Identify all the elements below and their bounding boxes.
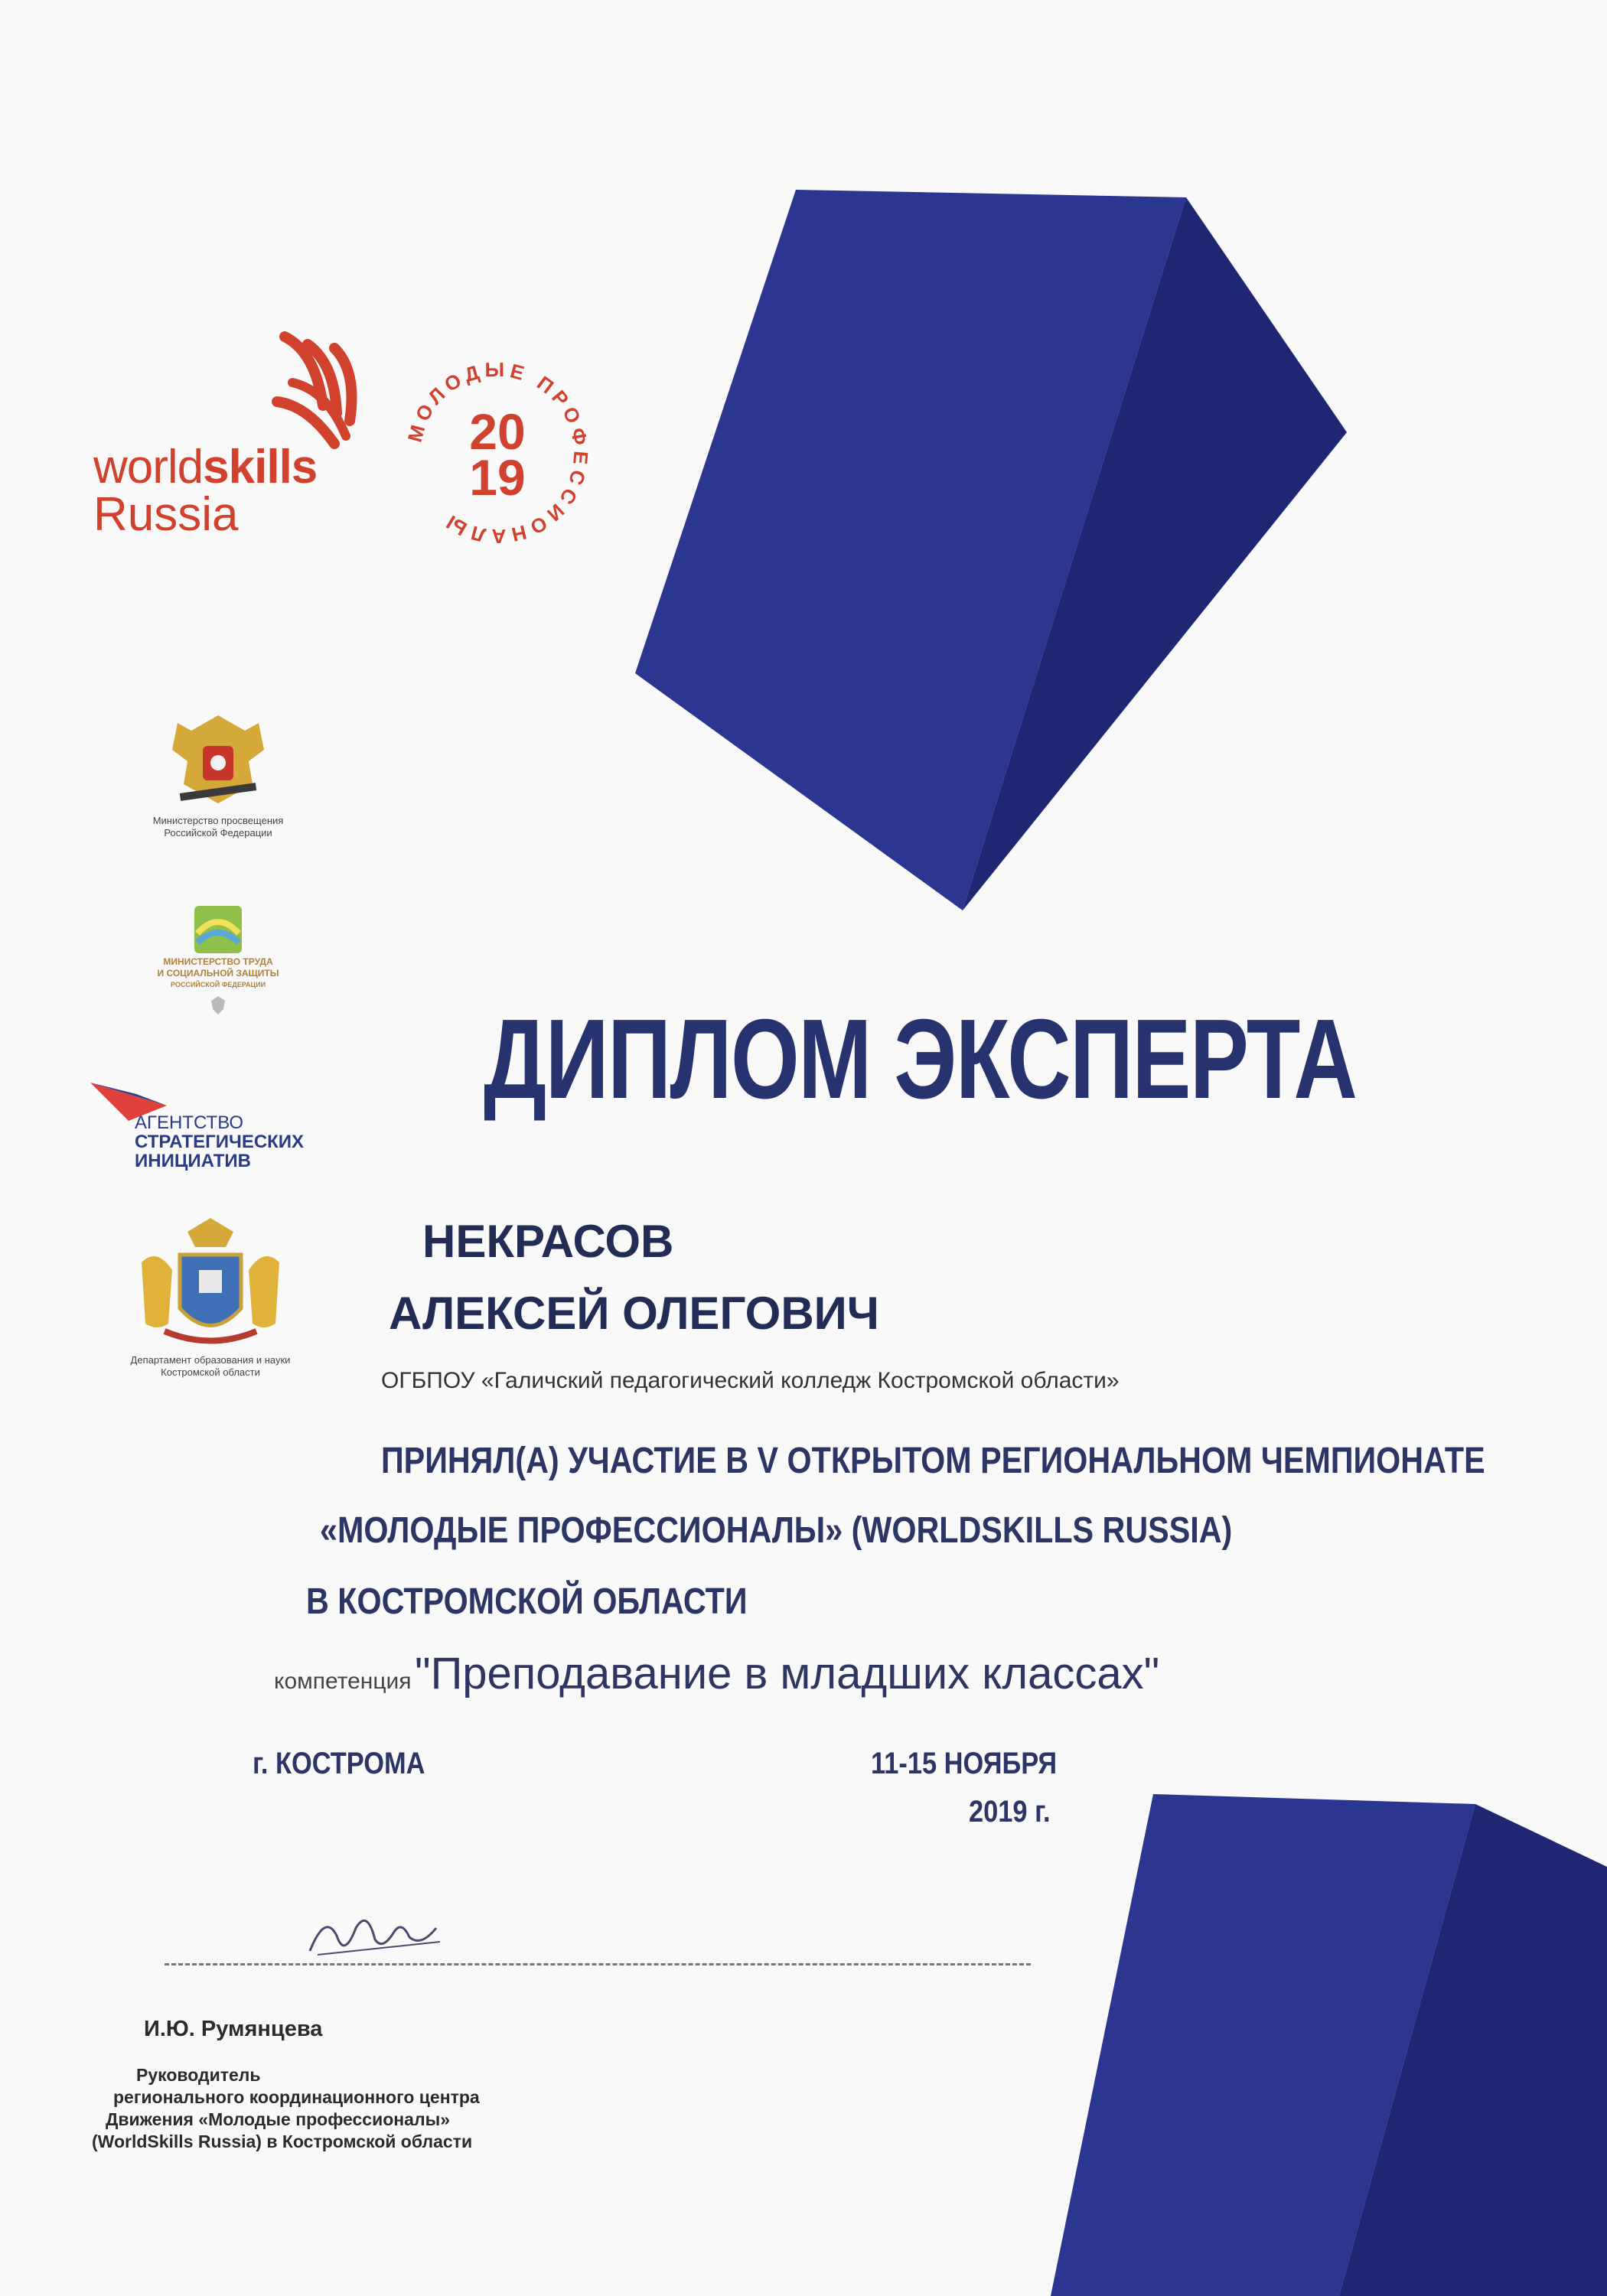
ministry-labor-emblem-icon: [191, 903, 245, 956]
kostroma-dept-logo: [107, 1216, 314, 1379]
signatory-title-block: [92, 2064, 480, 2153]
worldskills-flame-icon: [262, 329, 399, 459]
worldskills-word-skills: skills: [203, 441, 318, 493]
event-year: 2019 г.: [969, 1795, 1051, 1829]
diploma-title: ДИПЛОМ ЭКСПЕРТА: [484, 996, 1357, 1122]
ministry-labor-caption-1: МИНИСТЕРСТВО ТРУДА: [163, 956, 273, 967]
kostroma-dept-caption-1: Департамент образования и науки: [130, 1354, 291, 1366]
recipient-organization: ОГБПОУ «Галичский педагогический колледж Костромской области»: [381, 1368, 1120, 1393]
ministry-education-caption-1: Министерство просвещения: [152, 815, 284, 826]
participation-line-1: ПРИНЯЛ(А) УЧАСТИЕ В V ОТКРЫТОМ РЕГИОНАЛЬНОМ ЧЕМПИОНАТЕ: [381, 1441, 1485, 1481]
handwritten-signature: [302, 1905, 455, 1966]
recipient-surname: НЕКРАСОВ: [422, 1216, 674, 1267]
ministry-labor-caption-2: И СОЦИАЛЬНОЙ ЗАЩИТЫ: [157, 968, 279, 979]
young-professionals-logo: [398, 353, 597, 552]
asi-line-1: АГЕНТСТВО: [135, 1112, 244, 1133]
ministry-education-caption-2: Российской Федерации: [164, 827, 272, 839]
asi-line-3: ИНИЦИАТИВ: [135, 1151, 251, 1171]
participation-line-2: «МОЛОДЫЕ ПРОФЕССИОНАЛЫ» (WORLDSKILLS RUSSIA): [320, 1510, 1233, 1551]
young-professionals-ring-text: МОЛОДЫЕ ПРОФЕССИОНАЛЫ: [403, 357, 593, 549]
competence-label: компетенция: [274, 1669, 412, 1694]
signature-line: [165, 1963, 1031, 1965]
participation-line-3: В КОСТРОМСКОЙ ОБЛАСТИ: [306, 1581, 748, 1622]
year-top: 20: [469, 403, 526, 460]
signatory-title-line-2: регионального координационного центра: [113, 2087, 480, 2107]
asi-line-2: СТРАТЕГИЧЕСКИХ: [135, 1132, 305, 1152]
worldskills-logo: [93, 329, 369, 543]
ministry-labor-caption-3: РОССИЙСКОЙ ФЕДЕРАЦИИ: [170, 981, 266, 988]
signatory-name: И.Ю. Румянцева: [144, 2017, 323, 2041]
signatory-title-line-3: Движения «Молодые профессионалы»: [106, 2109, 451, 2129]
worldskills-word-russia: Russia: [93, 488, 239, 541]
signatory-title-line-1: Руководитель: [136, 2065, 261, 2085]
competence-row: [274, 1648, 1159, 1699]
competence-value: "Преподавание в младших классах": [415, 1649, 1160, 1698]
city: г. КОСТРОМА: [253, 1747, 425, 1780]
asi-logo: [90, 1075, 343, 1182]
year-bottom: 19: [469, 449, 526, 506]
ministry-education-logo: [122, 708, 314, 839]
recipient-given-names: АЛЕКСЕЙ ОЛЕГОВИЧ: [389, 1288, 879, 1339]
worldskills-word-world: world: [93, 441, 204, 493]
event-dates: 11-15 НОЯБРЯ: [871, 1747, 1058, 1780]
ministry-labor-logo: [122, 903, 314, 1017]
signatory-title-line-4: (WorldSkills Russia) в Костромской области: [92, 2132, 473, 2151]
small-eagle-icon: [207, 994, 230, 1017]
kostroma-dept-caption-2: Костромской области: [161, 1366, 260, 1378]
coat-of-arms-icon: [161, 708, 275, 815]
kostroma-coat-of-arms-icon: [126, 1216, 295, 1354]
